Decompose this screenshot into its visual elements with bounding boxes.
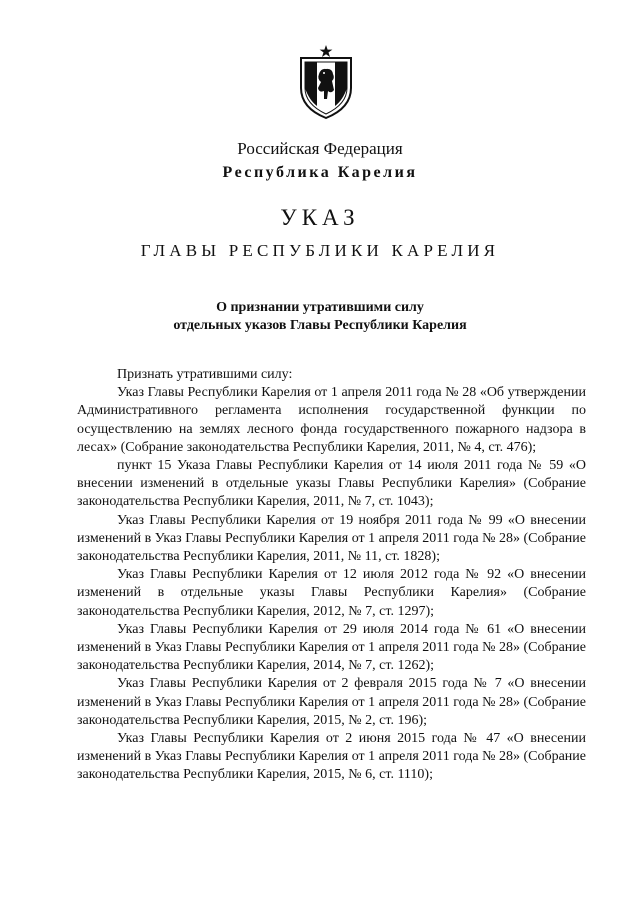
document-issuer: ГЛАВЫ РЕСПУБЛИКИ КАРЕЛИЯ [140,241,500,260]
document-title [0,299,640,335]
list-item: Указ Главы Республики Карелия от 12 июля 2012 года № 92 «О внесении изменений в отдельные указы Главы Республики Карелия» (Собрание законодательства Республики Карелия, 2012, № 7, ст. 1297); [77,567,586,619]
list-item: Указ Главы Республики Карелия от 2 июня 2015 года № 47 «О внесении изменений в Указ Главы Республики Карелия от 1 апреля 2011 года № 28» (Собрание законодательства Республики Карелия, 2015, № 6, ст. 1110); [77,731,586,783]
document-type: УКАЗ [280,205,360,230]
body-intro: Признать утратившими силу: [117,367,293,382]
coat-of-arms-karelia-icon [297,44,355,120]
list-item: Указ Главы Республики Карелия от 19 ноября 2011 года № 99 «О внесении изменений в Указ Главы Республики Карелия от 1 апреля 2011 года № 28» (Собрание законодательства Республики Карелия, 2011, № 11, ст. 1828); [77,512,586,565]
republic-name: Республика Карелия [222,164,418,181]
title-line-1: О признании утратившими силу [216,300,424,315]
list-item: Указ Главы Республики Карелия от 2 февраля 2015 года № 7 «О внесении изменений в Указ Главы Республики Карелия от 1 апреля 2011 года № 28» (Собрание законодательства Республики Карелия, 2015, № 2, ст. 196); [77,676,586,728]
list-item: Указ Главы Республики Карелия от 1 апреля 2011 года № 28 «Об утверждении Административного регламента исполнения государственной функции по осуществлению на землях лесного фонда государственного пожарного надзора в лесах» (Собрание законодательства Республики Карелия, 2011, № 4, ст. 476); [77,385,586,455]
country-name: Российская Федерация [237,139,403,158]
document-body [77,366,586,785]
list-item: пункт 15 Указа Главы Республики Карелия от 14 июля 2011 года № 59 «О внесении изменений в отдельные указы Главы Республики Карелия» (Собрание законодательства Республики Карелия, 2011, № 7, ст. 1043); [77,458,586,510]
list-item: Указ Главы Республики Карелия от 29 июля 2014 года № 61 «О внесении изменений в Указ Главы Республики Карелия от 1 апреля 2011 года № 28» (Собрание законодательства Республики Карелия, 2014, № 7, ст. 1262); [77,621,586,674]
title-line-2: отдельных указов Главы Республики Карелия [173,318,467,333]
